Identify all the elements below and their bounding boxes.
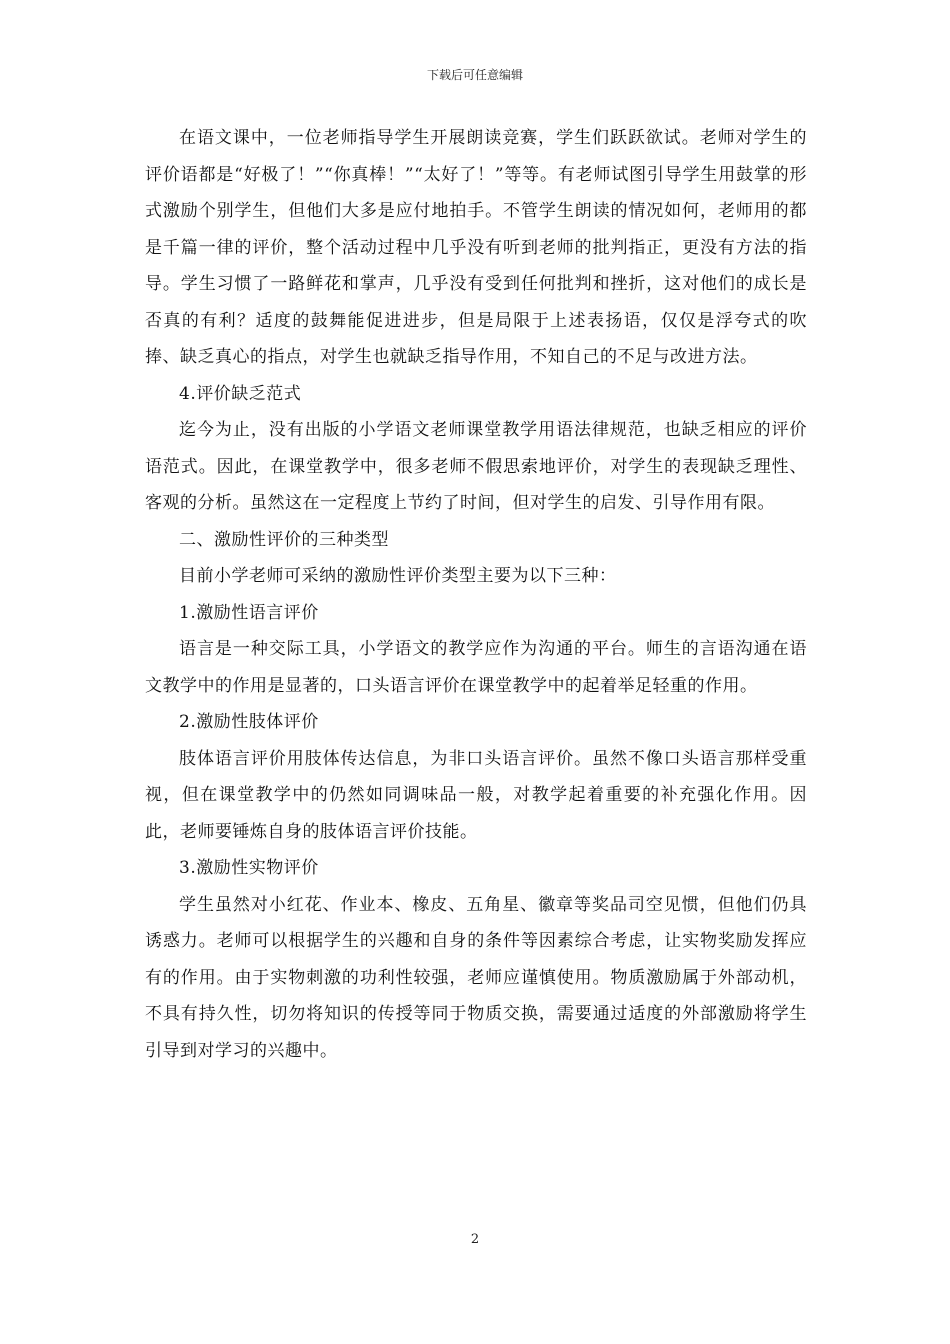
page-header: 下载后可任意编辑 — [426, 68, 523, 82]
page-number: 2 — [470, 1232, 480, 1247]
paragraph-body-language-evaluation: 肢体语言评价用肢体传达信息，为非口头语言评价。虽然不像口头语言那样受重视，但在课堂教学中的仍然如同调味品一般，对教学起着重要的补充强化作用。因此，老师要锤炼自身的肢体语言评价技能。 — [145, 748, 807, 842]
paragraph-material-evaluation: 学生虽然对小红花、作业本、橡皮、五角星、徽章等奖品司空见惯，但他们仍具诱惑力。老师可以根据学生的兴趣和自身的条件等因素综合考虑，让实物奖励发挥应有的作用。由于实物刺激的功利性较强，老师应谨慎使用。物质激励属于外部动机，不具有持久性，切勿将知识的传授等同于物质交换，需要通过适度的外部激励将学生引导到对学习的兴趣中。 — [145, 894, 807, 1061]
section-heading-three-types: 二、激励性评价的三种类型 — [179, 529, 389, 550]
heading-body-language-evaluation: 2.激励性肢体评价 — [179, 712, 319, 732]
heading-evaluation-lacks-norms: 4.评价缺乏范式 — [179, 383, 302, 404]
heading-verbal-evaluation: 1.激励性语言评价 — [179, 602, 319, 623]
paragraph-types-intro: 目前小学老师可采纳的激励性评价类型主要为以下三种： — [179, 566, 617, 586]
paragraph-verbal-evaluation: 语言是一种交际工具，小学语文的教学应作为沟通的平台。师生的言语沟通在语文教学中的作用是显著的，口头语言评价在课堂教学中的起着举足轻重的作用。 — [145, 639, 807, 696]
paragraph-lacks-norms: 迄今为止，没有出版的小学语文老师课堂教学用语法律规范，也缺乏相应的评价语范式。因此，在课堂教学中，很多老师不假思索地评价，对学生的表现缺乏理性、客观的分析。虽然这在一定程度上节约了时间，但对学生的启发、引导作用有限。 — [145, 420, 807, 513]
heading-material-evaluation: 3.激励性实物评价 — [179, 858, 319, 878]
paragraph-recitation-example: 在语文课中，一位老师指导学生开展朗读竞赛，学生们跃跃欲试。老师对学生的评价语都是“好极了！”“你真棒！”“太好了！”等等。有老师试图引导学生用鼓掌的形式激励个别学生，但他们大多是应付地拍手。不管学生朗读的情况如何，老师用的都是千篇一律的评价，整个活动过程中几乎没有听到老师的批判指正，更没有方法的指导。学生习惯了一路鲜花和掌声，几乎没有受到任何批判和挫折，这对他们的成长是否真的有利？适度的鼓舞能促进进步，但是局限于上述表扬语，仅仅是浮夸式的吹捧、缺乏真心的指点，对学生也就缺乏指导作用，不知自己的不足与改进方法。 — [145, 128, 807, 367]
document-body — [145, 120, 807, 1069]
